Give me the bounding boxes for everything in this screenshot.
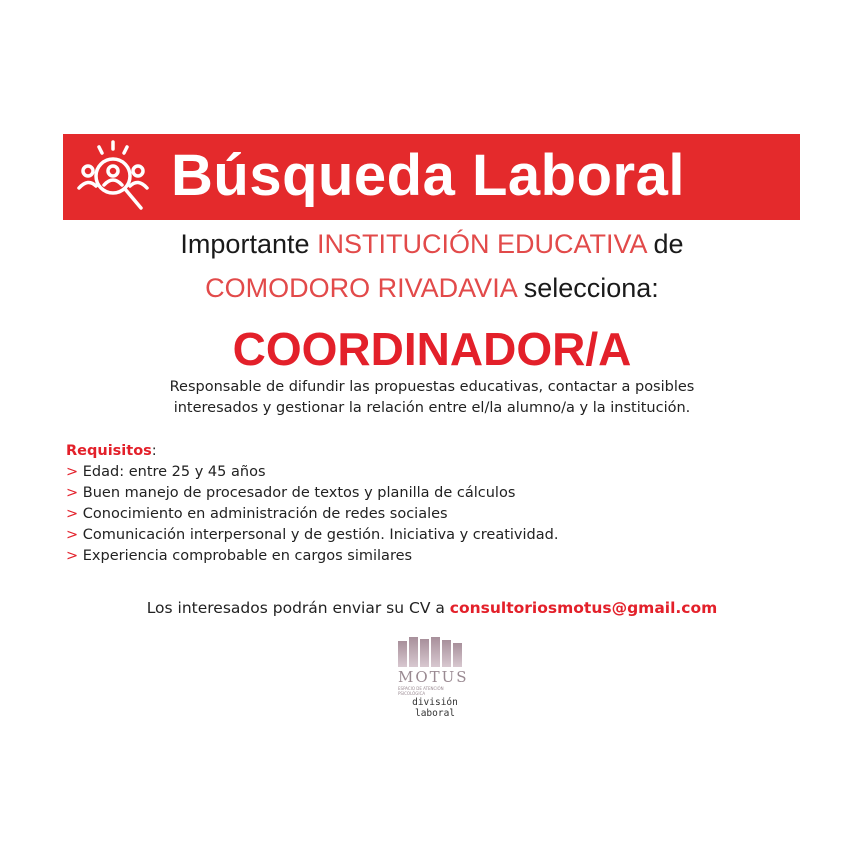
city-label: COMODORO RIVADAVIA: [205, 273, 517, 303]
requirements-colon: :: [151, 443, 157, 459]
people-search-icon: [73, 138, 153, 218]
description-line: Responsable de difundir las propuestas educativas, contactar a posibles: [169, 379, 695, 395]
contact-email-link[interactable]: consultoriosmotus@gmail.com: [449, 599, 718, 617]
requirement-item: [66, 525, 558, 546]
division-line-1: división: [412, 697, 458, 708]
requirements-heading: [66, 441, 558, 462]
logo-name: MOTUS: [398, 668, 469, 686]
requirement-item: [66, 462, 558, 483]
intro-line-1: [0, 229, 864, 260]
arrow-icon: >: [66, 464, 79, 480]
institution-label: INSTITUCIÓN EDUCATIVA: [317, 229, 647, 259]
arrow-icon: >: [66, 527, 79, 543]
requirement-text: Conocimiento en administración de redes sociales: [82, 506, 448, 522]
requirement-item: [66, 483, 558, 504]
logo-tagline: ESPACIO DE ATENCIÓN PSICOLÓGICA: [398, 686, 444, 696]
intro-line-2: [0, 273, 864, 304]
contact-line: [0, 599, 864, 617]
job-description: [0, 377, 864, 419]
intro-text: de: [646, 229, 684, 259]
contact-text: Los interesados podrán enviar su CV a: [146, 599, 450, 617]
division-line-2: laboral: [414, 708, 456, 719]
description-line: interesados y gestionar la relación entre el/la alumno/a y la institución.: [173, 400, 691, 416]
banner-title: Búsqueda Laboral: [171, 143, 685, 208]
intro-text: Importante: [180, 229, 317, 259]
division-label: [392, 697, 478, 719]
requirement-item: [66, 504, 558, 525]
requirement-item: [66, 546, 558, 567]
motus-logo: [398, 637, 472, 696]
arrow-icon: >: [66, 506, 79, 522]
logo-bars-icon: [398, 637, 468, 667]
requirements-section: [66, 441, 558, 567]
intro-text: selecciona:: [516, 273, 659, 303]
requirement-text: Buen manejo de procesador de textos y planilla de cálculos: [82, 485, 516, 501]
requirements-title: Requisitos: [66, 443, 152, 459]
requirement-text: Edad: entre 25 y 45 años: [82, 464, 266, 480]
header-banner: [63, 134, 800, 220]
arrow-icon: >: [66, 548, 79, 564]
job-title: COORDINADOR/A: [232, 323, 632, 375]
requirement-text: Comunicación interpersonal y de gestión. Iniciativa y creatividad.: [82, 527, 559, 543]
requirement-text: Experiencia comprobable en cargos similares: [82, 548, 413, 564]
arrow-icon: >: [66, 485, 79, 501]
